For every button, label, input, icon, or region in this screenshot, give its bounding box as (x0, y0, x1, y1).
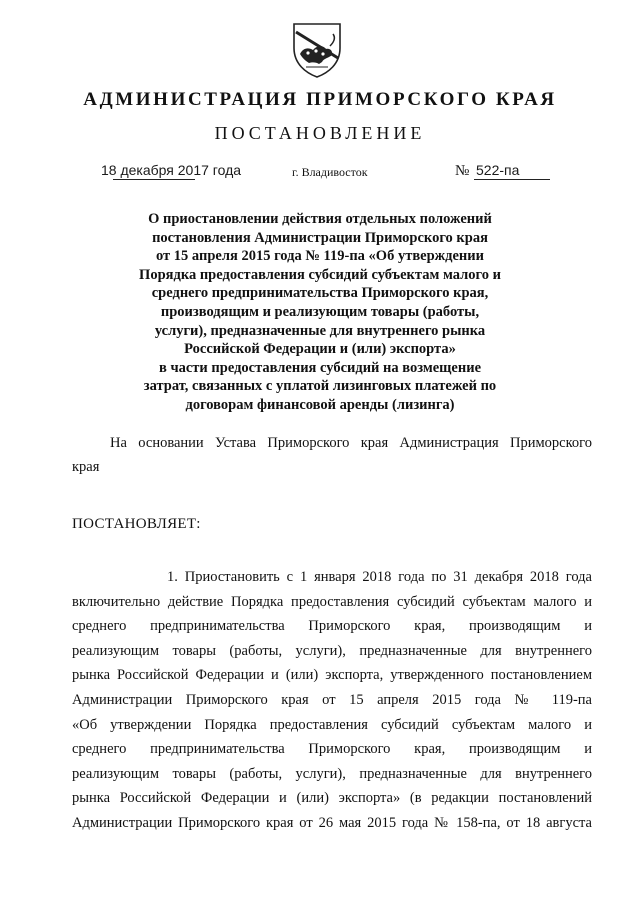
title-line: Порядка предоставления субсидий субъектам малого и (139, 266, 501, 283)
title-line: постановления Администрации Приморского края (152, 229, 488, 246)
title-line: договорам финансовой аренды (лизинга) (185, 396, 455, 413)
document-title (96, 210, 544, 415)
item-line: включительно действие Порядка предоставления субсидий субъектам малого и (72, 593, 592, 610)
title-line: Российской Федерации и (или) экспорта» (184, 341, 456, 358)
item-1-paragraph (72, 565, 592, 836)
organization-name: АДМИНИСТРАЦИЯ ПРИМОРСКОГО КРАЯ (83, 89, 557, 110)
title-line: услуги), предназначенные для внутреннего рынка (154, 322, 486, 339)
title-line: затрат, связанных с уплатой лизинговых платежей по (143, 378, 497, 395)
date-number-line (0, 160, 640, 184)
item-line: среднего предпринимательства Приморского края, производящим и (72, 618, 592, 635)
title-line: О приостановлении действия отдельных положений (148, 211, 492, 227)
basis-line: края (72, 459, 100, 475)
item-line: рынка Российской Федерации и (или) экспорта, утвержденного постановлением (72, 667, 592, 684)
item-line: Администрации Приморского края от 15 апреля 2015 года № 119-па (72, 691, 592, 708)
basis-paragraph (72, 431, 592, 479)
number-underline (474, 179, 550, 180)
coat-of-arms-icon (286, 18, 348, 80)
item-line: рынка Российской Федерации и (или) экспорта» (в редакции постановлений (72, 790, 592, 807)
document-number: 522-па (476, 162, 520, 178)
title-line: от 15 апреля 2015 года № 119-па «Об утверждении (156, 248, 484, 265)
item-line: 1. Приостановить с 1 января 2018 года по 31 декабря 2018 года (167, 569, 592, 585)
item-line: «Об утверждении Порядка предоставления субсидий субъектам малого и (72, 716, 592, 733)
date-underline (113, 179, 195, 180)
document-city: г. Владивосток (292, 165, 368, 179)
item-line: среднего предпринимательства Приморского края, производящим и (72, 741, 592, 758)
item-line: реализующим товары (работы, услуги), предназначенные для внутреннего (72, 642, 592, 659)
item-line: Администрации Приморского края от 26 мая 2015 года № 158-па, от 18 августа (72, 814, 592, 831)
title-line: производящим и реализующим товары (работы, (160, 303, 480, 320)
item-line: реализующим товары (работы, услуги), предназначенные для внутреннего (72, 765, 592, 782)
title-line: среднего предпринимательства Приморского края, (151, 285, 489, 302)
number-sign: № (455, 163, 470, 179)
basis-line: На основании Устава Приморского края Администрация Приморского (110, 435, 592, 451)
document-type: ПОСТАНОВЛЕНИЕ (214, 123, 426, 143)
title-line: в части предоставления субсидий на возмещение (158, 359, 482, 376)
document-date: 18 декабря 2017 года (101, 162, 242, 178)
resolve-heading: ПОСТАНОВЛЯЕТ: (72, 516, 201, 532)
